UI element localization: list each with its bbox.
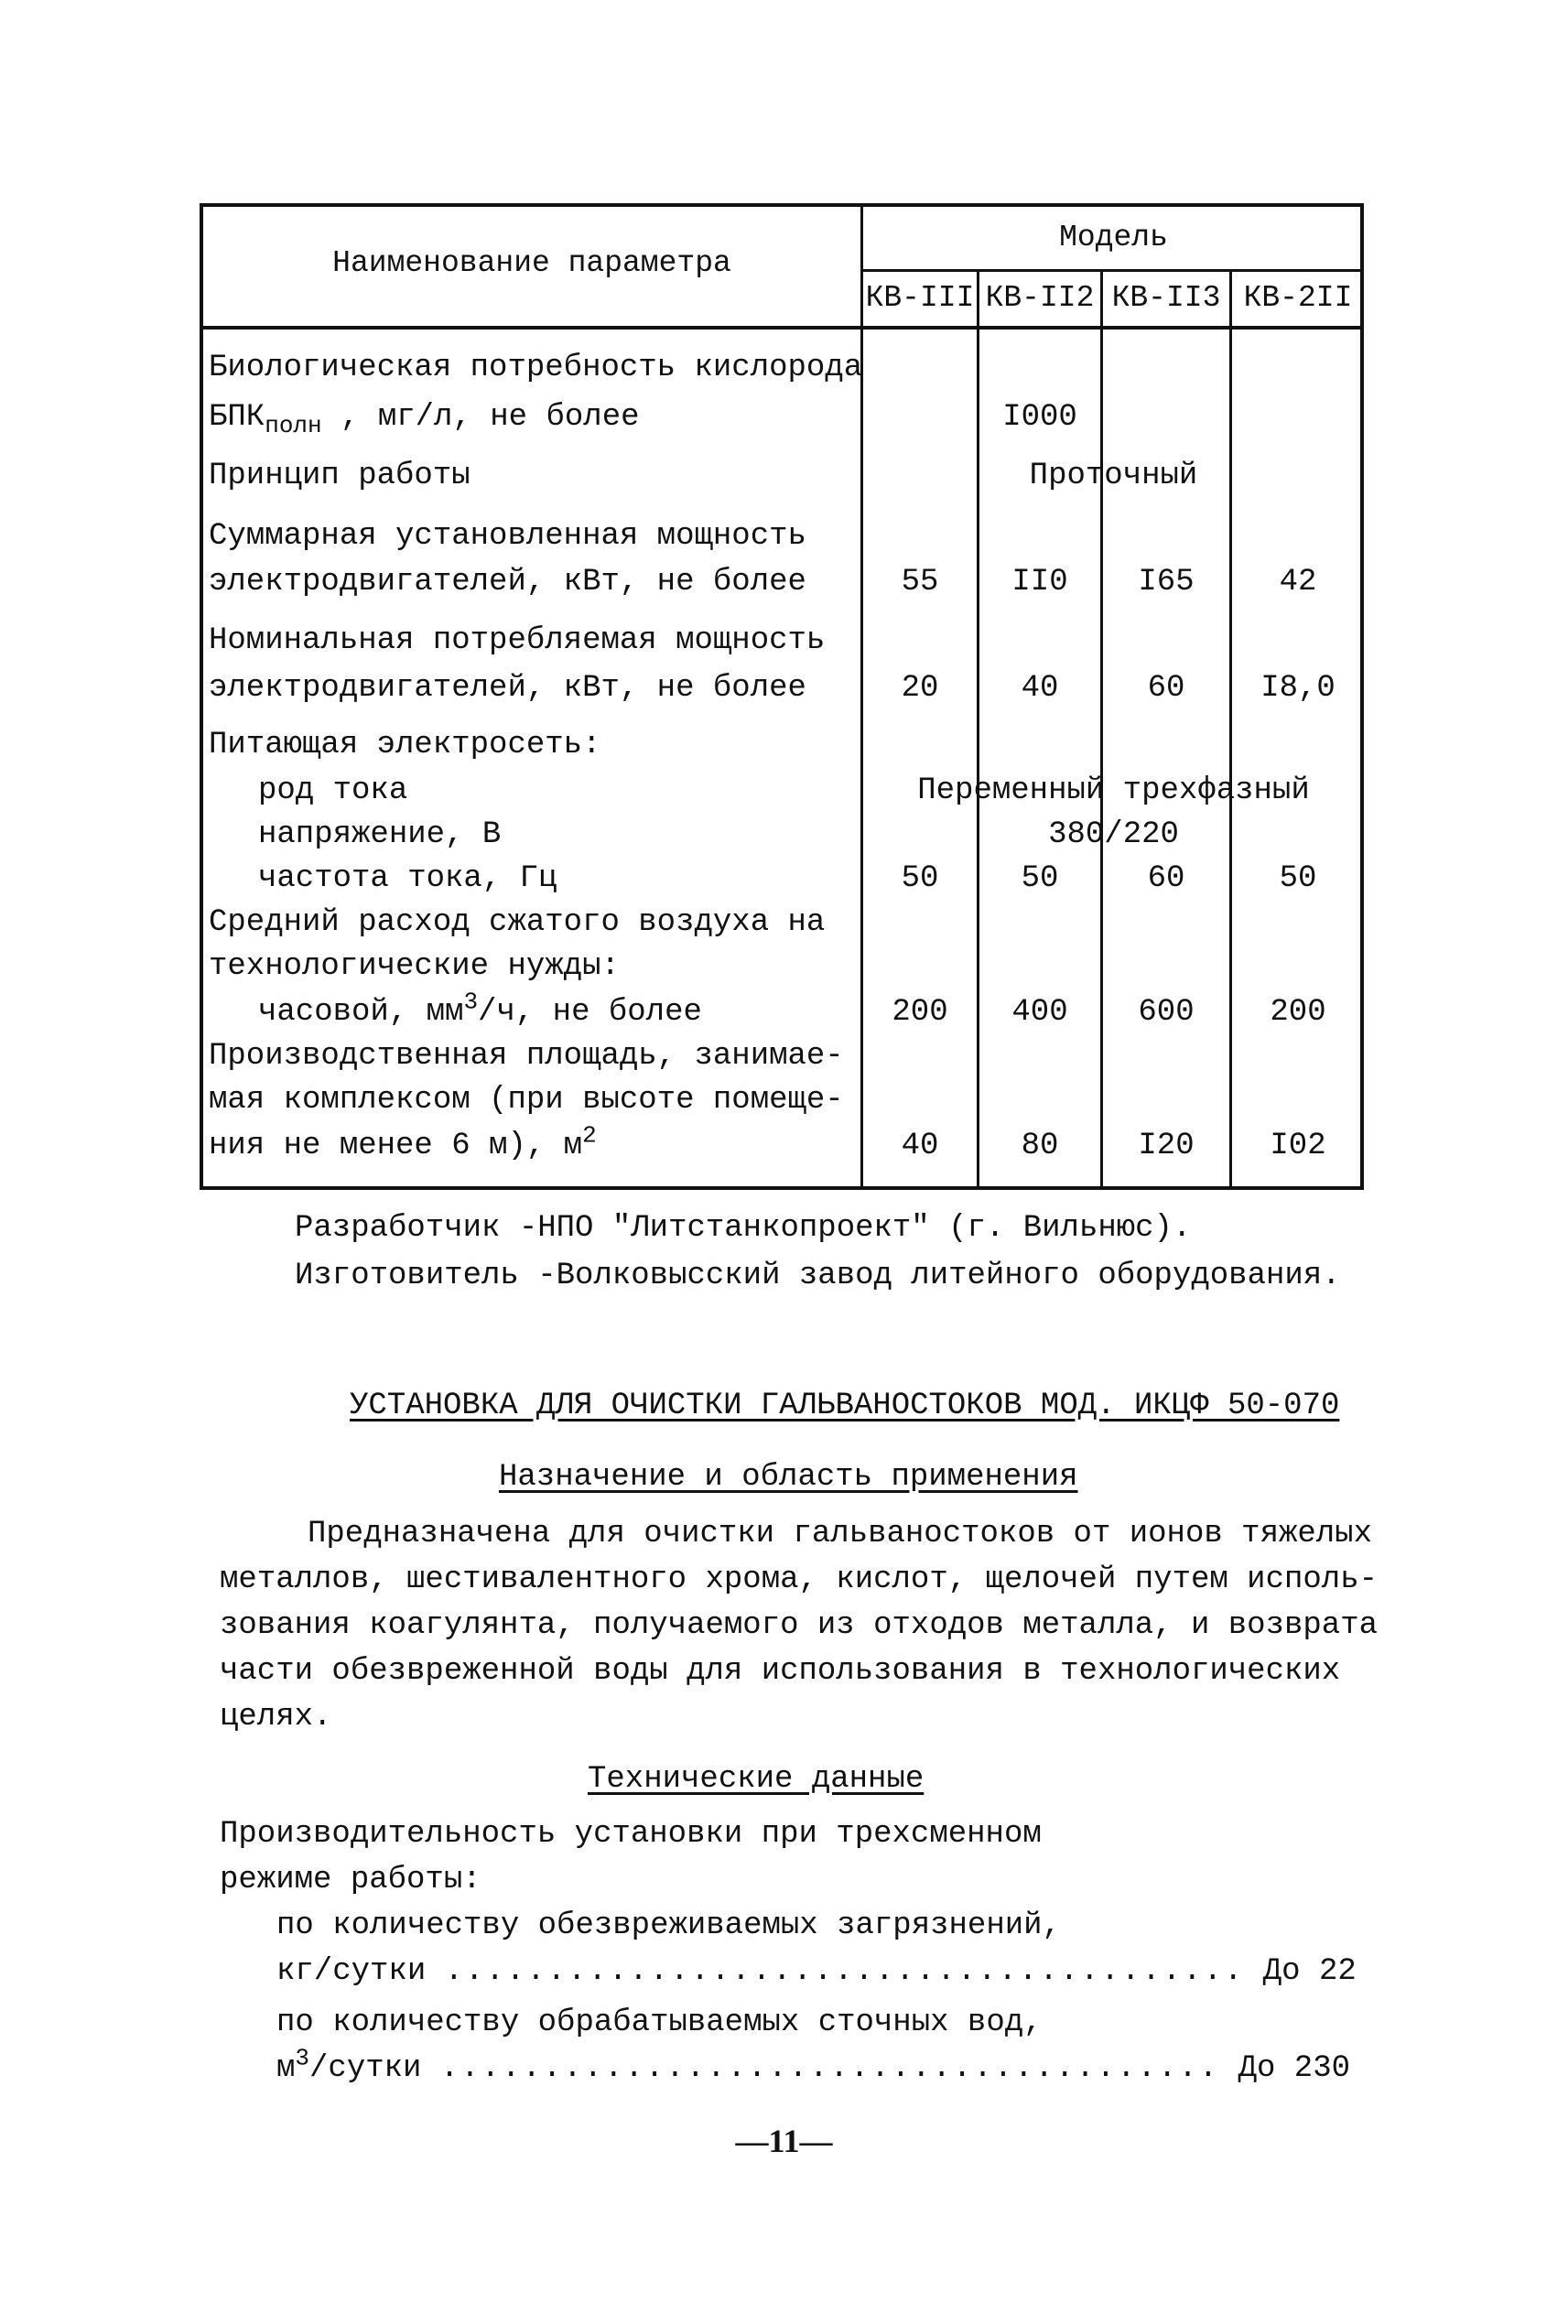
model-kv-112: КВ-II2: [985, 281, 1095, 315]
purpose-paragraph-line: Предназначена для очистки гальваностоков от ионов тяжелых: [308, 1517, 1372, 1551]
model-kv-113: КВ-II3: [1111, 281, 1221, 315]
header-divider: [203, 326, 1360, 330]
row-frequency: частота тока, Гц: [258, 861, 557, 896]
row-voltage: напряжение, В: [258, 817, 502, 852]
frequency-value: 60: [1147, 861, 1185, 896]
row-nominal-power-line2: электродвигателей, кВт, не более: [209, 671, 806, 706]
area-value: I20: [1138, 1129, 1195, 1163]
total-power-value: 55: [901, 565, 939, 600]
column-divider: [1229, 269, 1232, 1186]
row-air-line1: Средний расход сжатого воздуха на: [209, 905, 826, 940]
section-title: УСТАНОВКА ДЛЯ ОЧИСТКИ ГАЛЬВАНОСТОКОВ МОД. ИКЦФ 50-070: [350, 1389, 1340, 1423]
total-power-value: II0: [1011, 565, 1068, 600]
row-nominal-power-line1: Номинальная потребляемая мощность: [209, 623, 826, 658]
row-grid: Питающая электросеть:: [209, 728, 601, 762]
pollutants-unit-row: кг/сутки ....................................... До 22: [276, 1954, 1357, 1989]
productivity-line: режиме работы:: [220, 1863, 481, 1897]
area-value: 80: [1021, 1129, 1059, 1163]
air-value: 400: [1011, 995, 1068, 1030]
air-value: 200: [1270, 995, 1326, 1030]
bpk-value: I000: [1002, 400, 1077, 435]
pollutants-value: До 22: [1262, 1954, 1357, 1989]
wastewater-line: по количеству обрабатываемых сточных вод,: [276, 2005, 1043, 2040]
nominal-power-value: 20: [901, 671, 939, 706]
model-kv-111: КВ-III: [865, 281, 975, 315]
row-bpk-line1: Биологическая потребность кислорода: [209, 351, 863, 385]
purpose-paragraph-line: зования коагулянта, получаемого из отходов металла, и возврата: [220, 1608, 1379, 1643]
row-area-line1: Производственная площадь, занимае-: [209, 1039, 844, 1074]
row-area-line3: ния не менее 6 м), $м^2$: [209, 1121, 597, 1163]
current-kind-value: Переменный трехфазный: [917, 773, 1310, 808]
row-bpk-line2: $БПК_{полн}$ , мг/л, не более: [209, 400, 640, 439]
model-subheader-divider: [860, 269, 1360, 272]
productivity-line: Производительность установки при трехсменном: [220, 1817, 1042, 1852]
developer-line: Разработчик -НПО "Литстанкопроект" (г. Вильнюс).: [295, 1211, 1192, 1246]
leader-dots: ......................................: [439, 2051, 1220, 2086]
nominal-power-value: 60: [1147, 671, 1185, 706]
wastewater-unit-row: $м^3$/сутки ...................................... До 230: [276, 2044, 1350, 2086]
wastewater-unit-superscript: 3: [295, 2044, 310, 2072]
wastewater-value: До 230: [1238, 2051, 1350, 2086]
row-current-kind: род тока: [258, 773, 408, 808]
header-model: Модель: [1059, 221, 1168, 254]
column-divider: [1100, 269, 1103, 1186]
row-air-line2: технологические нужды:: [209, 949, 620, 984]
row-area-line2: мая комплексом (при высоте помеще-: [209, 1083, 844, 1118]
voltage-value: 380/220: [1048, 817, 1179, 852]
principle-value: Проточный: [1029, 459, 1198, 493]
air-unit-superscript: 3: [463, 988, 479, 1016]
manufacturer-line: Изготовитель -Волковысский завод литейного оборудования.: [295, 1259, 1341, 1293]
specs-table: [200, 203, 1364, 1190]
frequency-value: 50: [1279, 861, 1317, 896]
total-power-value: 42: [1279, 565, 1317, 600]
air-value: 600: [1138, 995, 1195, 1030]
air-value: 200: [892, 995, 948, 1030]
total-power-value: I65: [1138, 565, 1195, 600]
purpose-paragraph-line: металлов, шестивалентного хрома, кислот, щелочей путем исполь-: [220, 1562, 1379, 1597]
tech-heading: Технические данные: [588, 1762, 925, 1797]
row-principle: Принцип работы: [209, 459, 470, 493]
area-value: I02: [1270, 1129, 1326, 1163]
purpose-paragraph-line: целях.: [220, 1700, 332, 1735]
frequency-value: 50: [901, 861, 939, 896]
purpose-paragraph-line: части обезвреженной воды для использования в технологических: [220, 1654, 1341, 1689]
frequency-value: 50: [1021, 861, 1059, 896]
model-kv-211: КВ-2II: [1243, 281, 1353, 315]
bpk-subscript: полн: [265, 411, 322, 439]
nominal-power-value: 40: [1021, 671, 1059, 706]
pollutants-line: по количеству обезвреживаемых загрязнений,: [276, 1908, 1061, 1943]
row-air-hourly: часовой, $мм^3/ч$, не более: [258, 988, 702, 1030]
area-value: 40: [901, 1129, 939, 1163]
header-parameter-name: Наименование параметра: [332, 246, 731, 280]
nominal-power-value: I8,0: [1260, 671, 1336, 706]
purpose-heading: Назначение и область применения: [499, 1460, 1078, 1495]
page-number: —11—: [735, 2123, 833, 2159]
row-total-power-line2: электродвигателей, кВт, не более: [209, 565, 806, 600]
area-unit-superscript: 2: [582, 1121, 597, 1150]
leader-dots: .......................................: [444, 1954, 1245, 1989]
row-total-power-line1: Суммарная установленная мощность: [209, 519, 806, 554]
